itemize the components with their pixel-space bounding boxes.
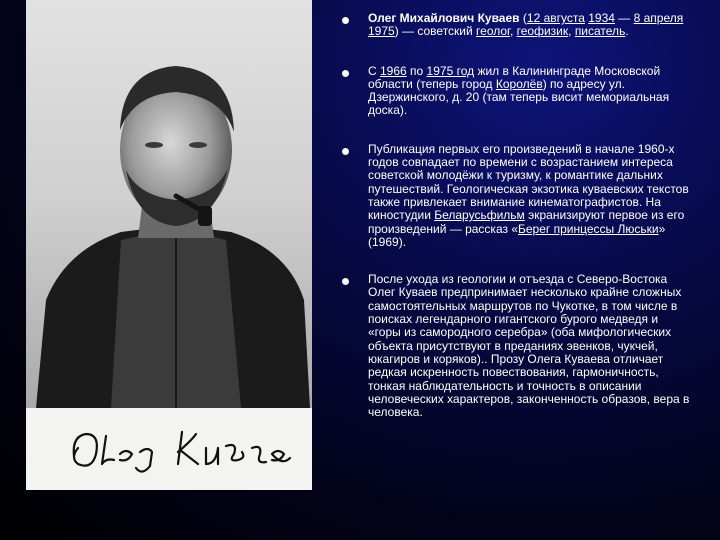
link-year-1975[interactable]: 1975 год [426, 63, 475, 78]
bullet-dot-icon [342, 70, 349, 77]
bullet-item-2 [340, 65, 692, 118]
text-fragment: С [368, 63, 380, 78]
link-death-year[interactable]: 1975 [368, 24, 395, 39]
bullet-text-4: После ухода из геологии и отъезда с Северо-Востока Олег Куваев предпринимает несколько крайне сложных самостоятельных маршрутов по Чукотке, в том числе в поисках легендарного гигантского бурого медведя и «горы из самородного серебра» (оба мифологических объекта присутствуют в преданиях эвенков, чукчей, юкагиров и коряков).. Прозу Олега Куваева отличает редкая искренность повествования, гармоничность, тонкая наблюдательность и точность в описании человеческих характеров, законченность образов, вера в человека. [368, 272, 690, 420]
bullet-dot-icon [342, 148, 349, 155]
signature-handwriting [66, 418, 296, 478]
text-fragment: жил в Калининграде Московской области (теперь город [368, 63, 661, 91]
bullet-item-3 [340, 143, 692, 249]
text-fragment: — [614, 11, 634, 25]
link-korolev[interactable]: Королёв [495, 76, 543, 91]
text-fragment: . [625, 24, 629, 39]
link-geophysicist[interactable]: геофизик [516, 24, 569, 39]
link-writer[interactable]: писатель [574, 24, 626, 39]
text-fragment: экранизируют первое из его произведений — рассказ « [368, 208, 685, 236]
bullet-dot-icon [342, 17, 349, 24]
text-fragment: ) по адресу ул. Дзержинского, д. 20 (там теперь висит мемориальная доска). [368, 76, 670, 118]
text-fragment: по [406, 63, 427, 78]
text-fragment: , [568, 24, 575, 39]
portrait-card [26, 0, 312, 490]
bullet-item-1 [340, 12, 692, 39]
link-belarusfilm[interactable]: Беларусьфильм [434, 208, 525, 223]
link-death-date[interactable]: 8 апреля [633, 11, 684, 25]
person-name: Олег Михайлович Куваев [368, 11, 520, 25]
biography-list [340, 12, 692, 419]
text-fragment: » (1969). [368, 221, 666, 249]
link-birth-date[interactable]: 12 августа [526, 11, 585, 25]
text-fragment: ) — советский [394, 24, 477, 39]
link-birth-year[interactable]: 1934 [588, 11, 615, 25]
text-fragment: , [509, 24, 517, 39]
bullet-item-4 [340, 273, 692, 419]
link-bereg-princessy-lyuski[interactable]: Берег принцессы Люськи [518, 221, 659, 236]
bullet-dot-icon [342, 278, 349, 285]
text-fragment: ( [519, 11, 527, 25]
bullet-text-1 [368, 12, 692, 39]
portrait-photo [26, 0, 312, 408]
bullet-text-3 [368, 143, 692, 249]
link-year-1966[interactable]: 1966 [380, 63, 407, 78]
text-fragment: Публикация первых его произведений в начале 1960-х годов совпадает по времени с возрастанием интереса советской молодёжи к туризму, к романтике дальних путешествий. Геологическая экзотика куваевских текстов также привлекает внимание кинематографистов. На киностудии [368, 141, 689, 223]
link-geologist[interactable]: геолог [476, 24, 510, 39]
bullet-text-2 [368, 65, 692, 118]
